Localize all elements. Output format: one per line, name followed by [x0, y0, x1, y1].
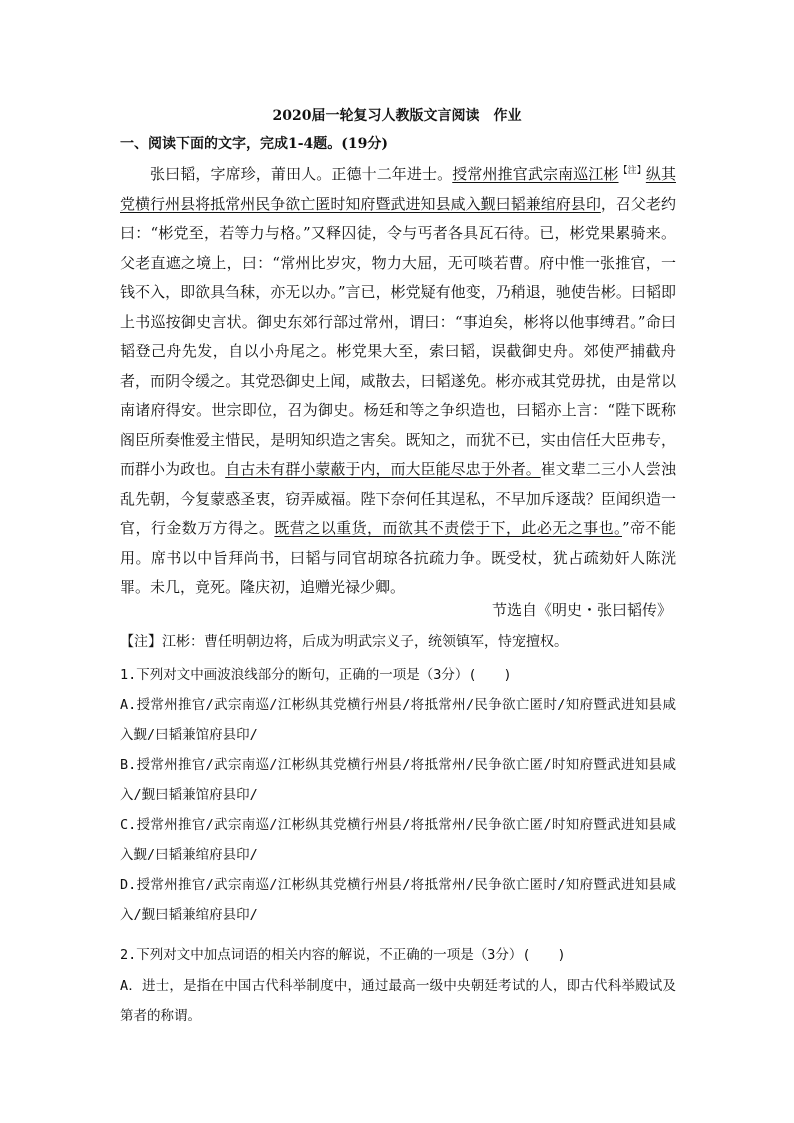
question-1-option-c: C.授常州推官/武宗南巡/江彬纵其党横行州县/将抵常州/民争欲亡匿/时知府暨武进知县咸入觐/曰韬兼绾府县印/: [120, 817, 676, 863]
question-1-option-b: B.授常州推官/武宗南巡/江彬纵其党横行州县/将抵常州/民争欲亡匿/时知府暨武进知县咸入/觐曰韬兼馆府县印/: [120, 757, 676, 803]
passage-sentence: 崔文辈二三小人尝浊乱先朝，今复蒙惑圣衷，窃弄威福。陛下奈何任其逞私，不早加斥逐哉？臣闻织造一官，行金数万方得之。: [120, 460, 676, 537]
section-heading: 一、阅读下面的文字，完成1-4题。(19分): [120, 136, 389, 152]
question-1-option-a: A.授常州推官/武宗南巡/江彬纵其党横行州县/将抵常州/民争欲亡匿时/知府暨武进知县咸入觐/曰韬兼馆府县印/: [120, 697, 676, 743]
wavy-underlined-text: 授常州推官武宗南巡江彬: [452, 165, 619, 183]
wavy-underlined-text-cont: 纵其党横行州县将抵常州民争欲亡匿时知府暨武进知县咸入觐曰韬兼绾府县印: [120, 165, 676, 213]
passage-text: [120, 160, 676, 603]
question-2-option-a: A．进士，是指在中国古代科举制度中，通过最高一级中央朝廷考试的人，即古代科举殿试及第者的称谓。: [120, 978, 676, 1024]
underlined-sentence-1: 自古未有群小蒙蔽于内，而大臣能尽忠于外者。: [225, 460, 541, 478]
passage-sentence: ”帝不能用。席书以中旨拜尚书，曰韬与同官胡琼各抗疏力争。既受杖，犹占疏劾奸人陈洸罪。未几，竟死。隆庆初，追赠光禄少卿。: [120, 519, 676, 596]
question-2-stem: 2.下列对文中加点词语的相关内容的解说，不正确的一项是（3分）( ): [120, 947, 566, 963]
question-1-stem: 1.下列对文中画波浪线部分的断句，正确的一项是（3分）( ): [120, 667, 512, 683]
page-title: 2020届一轮复习人教版文言阅读 作业: [272, 108, 522, 124]
footnote: 【注】江彬：曹任明朝边将，后成为明武宗义子，统领镇军，恃宠擅权。: [120, 634, 568, 650]
question-1-option-d: D.授常州推官/武宗南巡/江彬纵其党横行州县/将抵常州/民争欲亡匿时/知府暨武进知县咸入/觐曰韬兼绾府县印/: [120, 877, 676, 923]
annotation-marker: 【注】: [618, 166, 646, 176]
source-citation: 节选自《明史・张曰韬传》: [491, 601, 672, 619]
underlined-sentence-2: 既营之以重货，而欲其不责偿于下，此必无之事也。: [274, 519, 622, 537]
passage-sentence: ，召父老约曰：“彬党至，若等力与格。”又释囚徒，令与丐者各具瓦石待。已，彬党果累骑来。父老直遮之境上，曰：“常州比岁灾，物力大屈，无可啖若曹。府中惟一张推官，一钱不入，即欲具刍秣，亦无以办。”言已，彬党疑有他变，乃稍退，驰使告彬。曰韬即上书巡按御史言状。御史东郊行部过常州，谓曰：“事迫矣，彬将以他事缚君。”命曰韬登己舟先发，自以小舟尾之。彬党果大至，索曰韬，误截御史舟。郊使严捕截舟者，而阴令缓之。其党恐御史上闻，咸散去，曰韬遂免。彬亦戒其党毋扰，由是常以南诸府得安。世宗即位，召为御史。杨廷和等之争织造也，曰韬亦上言：“陛下既称阁臣所奏惟爱主惜民，是明知织造之害矣。既知之，而犹不已，实由信任大臣弗专，而群小为政也。: [120, 194, 676, 478]
passage-sentence: 张曰韬，字席珍，莆田人。正德十二年进士。: [150, 165, 453, 183]
